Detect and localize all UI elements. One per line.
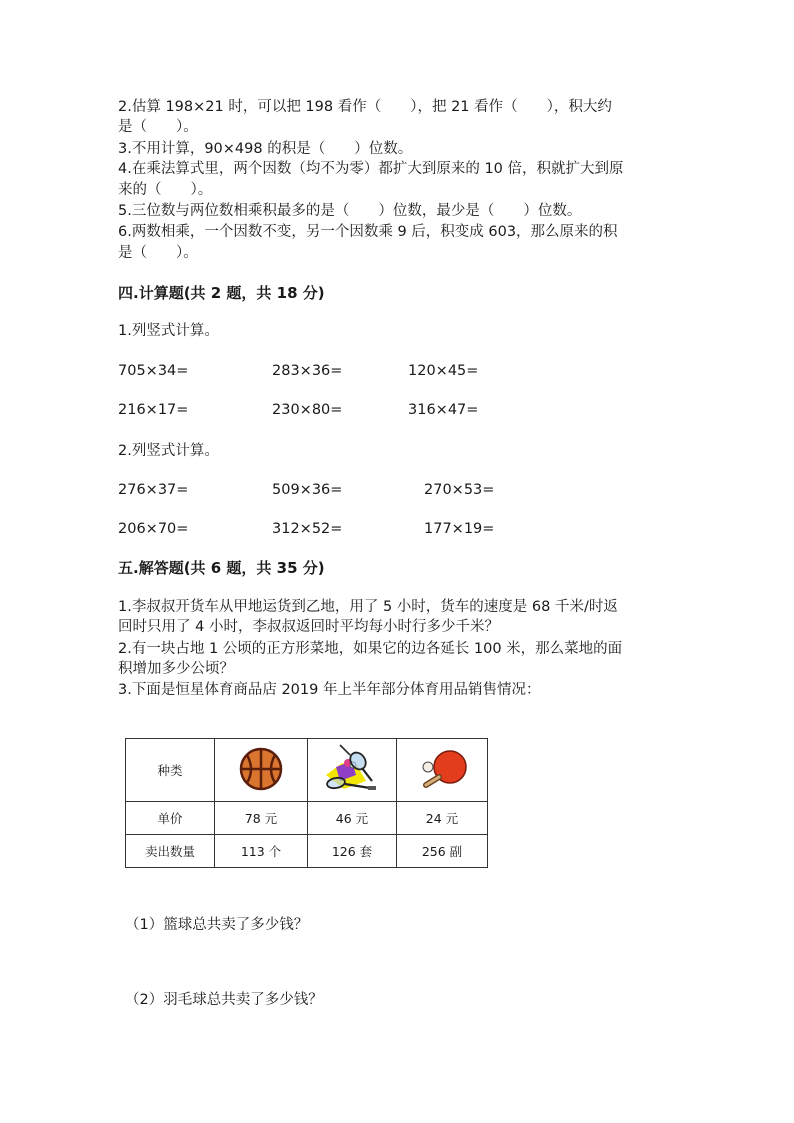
calc-item: 312×52= [272,521,343,537]
calc-item: 216×17= [118,402,189,418]
section-5-q1-line2: 回时只用了 4 小时，李叔叔返回时平均每小时行多少千米？ [118,619,499,635]
calc-item: 283×36= [272,363,343,379]
table-row-label: 卖出数量 [126,835,215,868]
question-4-line1: 4.在乘法算式里，两个因数（均不为零）都扩大到原来的 10 倍，积就扩大到原 [118,161,624,177]
section-5-q3-label: 3.下面是恒星体育商品店 2019 年上半年部分体育用品销售情况： [118,682,541,698]
table-row [126,835,488,868]
section-4-q2-label: 2.列竖式计算。 [118,443,219,459]
question-6-line2: 是（ ）。 [118,245,198,261]
section-5-sub1: （1）篮球总共卖了多少钱？ [125,917,309,933]
basketball-icon [231,741,291,797]
calc-item: 316×47= [408,402,479,418]
calc-item: 509×36= [272,482,343,498]
section-5-sub2: （2）羽毛球总共卖了多少钱？ [125,992,323,1008]
table-row [126,802,488,835]
calc-item: 206×70= [118,521,189,537]
sales-table [125,738,488,868]
table-cell: 46 元 [308,802,397,835]
badminton-icon [322,741,382,797]
calc-item: 276×37= [118,482,189,498]
table-cell: 256 副 [397,835,488,868]
section-5-q1-line1: 1.李叔叔开货车从甲地运货到乙地，用了 5 小时，货车的速度是 68 千米/时返 [118,599,618,615]
calc-item: 270×53= [424,482,495,498]
section-4-q1-label: 1.列竖式计算。 [118,323,219,339]
question-5-line1: 5.三位数与两位数相乘积最多的是（ ）位数，最少是（ ）位数。 [118,203,582,219]
calc-item: 230×80= [272,402,343,418]
table-cell: 113 个 [215,835,308,868]
question-2-line1: 2.估算 198×21 时，可以把 198 看作（ ），把 21 看作（ ），积大约 [118,99,612,115]
table-row [126,739,488,802]
section-4-title: 四.计算题(共 2 题，共 18 分) [118,284,325,302]
section-5-q2-line2: 积增加多少公顷？ [118,661,234,677]
calc-item: 177×19= [424,521,495,537]
question-4-line2: 来的（ ）。 [118,182,213,198]
pingpong-icon [412,741,472,797]
calc-item: 705×34= [118,363,189,379]
section-5-title: 五.解答题(共 6 题，共 35 分) [118,559,325,577]
table-cell: 78 元 [215,802,308,835]
question-3-line1: 3.不用计算，90×498 的积是（ ）位数。 [118,141,413,157]
question-2-line2: 是（ ）。 [118,119,198,135]
table-header-cell: 种类 [126,739,215,802]
calc-item: 120×45= [408,363,479,379]
table-row-label: 单价 [126,802,215,835]
table-cell: 24 元 [397,802,488,835]
section-5-q2-line1: 2.有一块占地 1 公顷的正方形菜地，如果它的边各延长 100 米，那么菜地的面 [118,641,623,657]
table-cell: 126 套 [308,835,397,868]
question-6-line1: 6.两数相乘，一个因数不变，另一个因数乘 9 后，积变成 603，那么原来的积 [118,224,618,240]
